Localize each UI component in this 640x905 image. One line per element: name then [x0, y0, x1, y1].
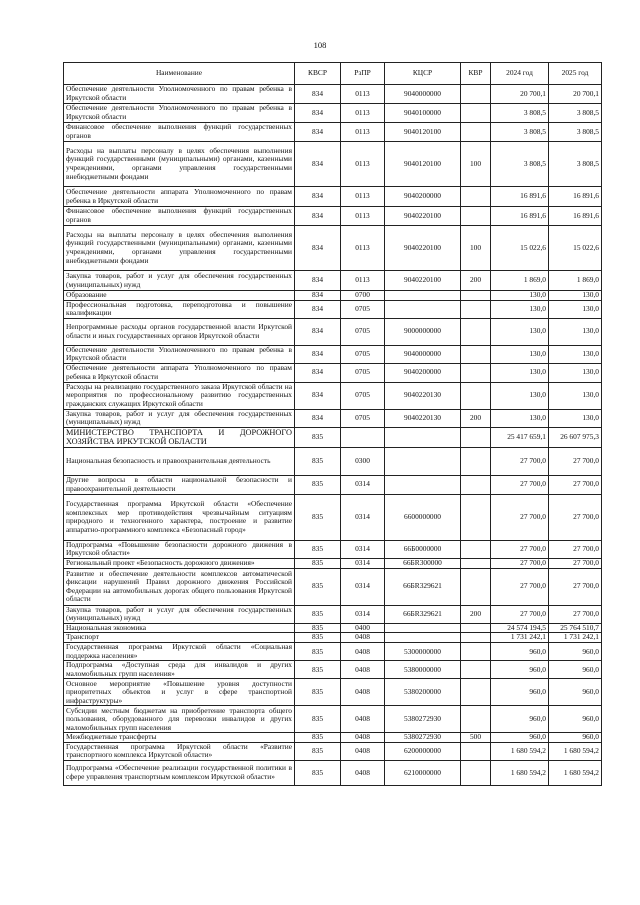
cell-y2025: 130,0 — [549, 300, 602, 318]
cell-kcsr: 9040200000 — [385, 363, 461, 382]
cell-kcsr — [385, 300, 461, 318]
cell-kcsr: 9040000000 — [385, 345, 461, 363]
cell-y2024: 27 700,0 — [491, 558, 549, 568]
table-row — [64, 187, 602, 207]
cell-name: Региональный проект «Безопасность дорожного движения» — [64, 558, 295, 568]
cell-kvsr: 835 — [295, 623, 341, 633]
cell-rzpr: 0408 — [341, 733, 385, 743]
table-row — [64, 345, 602, 363]
cell-y2025: 960,0 — [549, 661, 602, 679]
cell-y2024: 25 417 659,1 — [491, 427, 549, 447]
cell-kvsr: 835 — [295, 605, 341, 623]
cell-name: Закупка товаров, работ и услуг для обеспечения государственных (муниципальных) нужд — [64, 605, 295, 623]
cell-kcsr: 5380000000 — [385, 661, 461, 679]
cell-rzpr: 0705 — [341, 318, 385, 345]
cell-kvr — [461, 207, 491, 226]
cell-kvsr: 835 — [295, 558, 341, 568]
cell-y2025: 27 700,0 — [549, 494, 602, 540]
cell-kvsr: 834 — [295, 187, 341, 207]
cell-rzpr: 0314 — [341, 475, 385, 494]
cell-kvsr: 834 — [295, 207, 341, 226]
cell-rzpr: 0113 — [341, 142, 385, 187]
cell-kvsr: 835 — [295, 447, 341, 475]
table-row — [64, 226, 602, 271]
cell-kcsr: 9040120100 — [385, 142, 461, 187]
cell-kvr — [461, 540, 491, 558]
cell-kvr: 200 — [461, 605, 491, 623]
column-header-kcsr: КЦСР — [385, 63, 461, 85]
cell-kvr — [461, 742, 491, 760]
cell-kvsr: 834 — [295, 382, 341, 409]
cell-kvsr: 835 — [295, 733, 341, 743]
cell-rzpr: 0314 — [341, 568, 385, 605]
cell-name: МИНИСТЕРСТВО ТРАНСПОРТА И ДОРОЖНОГО ХОЗЯЙСТВА ИРКУТСКОЙ ОБЛАСТИ — [64, 427, 295, 447]
cell-name: Расходы на реализацию государственного заказа Иркутской области на мероприятия по профессиональному развитию государственных гражданских служащих Иркутской области — [64, 382, 295, 409]
cell-kvsr: 835 — [295, 679, 341, 706]
cell-y2025: 3 808,5 — [549, 142, 602, 187]
cell-y2025: 27 700,0 — [549, 475, 602, 494]
table-row — [64, 633, 602, 643]
page-number: 108 — [313, 40, 327, 50]
cell-rzpr: 0408 — [341, 661, 385, 679]
cell-kvr — [461, 187, 491, 207]
cell-y2024: 130,0 — [491, 300, 549, 318]
cell-rzpr: 0300 — [341, 447, 385, 475]
cell-y2025: 130,0 — [549, 291, 602, 301]
cell-name: Обеспечение деятельности аппарата Уполномоченного по правам ребенка в Иркутской области — [64, 363, 295, 382]
cell-kvr — [461, 760, 491, 785]
cell-kvsr: 835 — [295, 475, 341, 494]
cell-kvsr: 834 — [295, 123, 341, 142]
cell-y2024: 27 700,0 — [491, 475, 549, 494]
table-row — [64, 207, 602, 226]
cell-kcsr — [385, 633, 461, 643]
cell-kvsr: 834 — [295, 85, 341, 104]
cell-kvr — [461, 643, 491, 661]
cell-kvr — [461, 123, 491, 142]
table-row — [64, 679, 602, 706]
cell-kcsr: 9040120100 — [385, 123, 461, 142]
table-row — [64, 494, 602, 540]
cell-kvsr: 835 — [295, 706, 341, 733]
cell-y2025: 27 700,0 — [549, 568, 602, 605]
cell-kvr — [461, 345, 491, 363]
cell-y2024: 27 700,0 — [491, 540, 549, 558]
table-row — [64, 760, 602, 785]
table-row — [64, 605, 602, 623]
table-row — [64, 623, 602, 633]
cell-y2024: 27 700,0 — [491, 605, 549, 623]
cell-kvsr: 835 — [295, 540, 341, 558]
cell-kvr: 200 — [461, 271, 491, 291]
table-row — [64, 363, 602, 382]
cell-kcsr: 5300000000 — [385, 643, 461, 661]
cell-rzpr: 0705 — [341, 363, 385, 382]
cell-kvr — [461, 494, 491, 540]
cell-y2024: 16 891,6 — [491, 187, 549, 207]
cell-kvsr: 835 — [295, 568, 341, 605]
cell-kvr — [461, 633, 491, 643]
cell-rzpr: 0408 — [341, 679, 385, 706]
cell-kcsr: 9040100000 — [385, 104, 461, 123]
cell-rzpr: 0705 — [341, 409, 385, 427]
cell-y2025: 960,0 — [549, 706, 602, 733]
cell-kcsr: 9040220100 — [385, 207, 461, 226]
cell-name: Межбюджетные трансферты — [64, 733, 295, 743]
cell-y2024: 3 808,5 — [491, 123, 549, 142]
cell-kvr — [461, 291, 491, 301]
cell-name: Обеспечение деятельности Уполномоченного по правам ребенка в Иркутской области — [64, 85, 295, 104]
cell-kcsr: 9040200000 — [385, 187, 461, 207]
table-row — [64, 643, 602, 661]
cell-kvsr: 834 — [295, 409, 341, 427]
cell-kcsr: 66БR329621 — [385, 568, 461, 605]
table-row — [64, 85, 602, 104]
cell-y2025: 1 680 594,2 — [549, 760, 602, 785]
cell-kcsr: 66Б0000000 — [385, 540, 461, 558]
cell-name: Национальная экономика — [64, 623, 295, 633]
cell-rzpr: 0705 — [341, 345, 385, 363]
table-header-row — [64, 63, 602, 85]
cell-kcsr: 6210000000 — [385, 760, 461, 785]
table-row — [64, 475, 602, 494]
cell-kvr — [461, 475, 491, 494]
cell-name: Транспорт — [64, 633, 295, 643]
cell-rzpr: 0113 — [341, 207, 385, 226]
cell-kcsr — [385, 291, 461, 301]
cell-rzpr: 0700 — [341, 291, 385, 301]
cell-y2025: 20 700,1 — [549, 85, 602, 104]
cell-rzpr: 0400 — [341, 623, 385, 633]
cell-name: Расходы на выплаты персоналу в целях обеспечения выполнения функций государственными (муниципальными) органами, казенными учреждениями, органами управления государственными внебюджетными фондами — [64, 142, 295, 187]
column-header-name: Наименование — [64, 63, 295, 85]
cell-y2025: 130,0 — [549, 363, 602, 382]
cell-name: Государственная программа Иркутской области «Социальная поддержка населения» — [64, 643, 295, 661]
column-header-kvr: КВР — [461, 63, 491, 85]
cell-name: Финансовое обеспечение выполнения функций государственных органов — [64, 123, 295, 142]
cell-y2025: 130,0 — [549, 318, 602, 345]
cell-kvsr: 834 — [295, 142, 341, 187]
cell-y2024: 27 700,0 — [491, 447, 549, 475]
cell-rzpr: 0113 — [341, 85, 385, 104]
cell-name: Государственная программа Иркутской области «Развитие транспортного комплекса Иркутской области» — [64, 742, 295, 760]
cell-kvr — [461, 104, 491, 123]
cell-kvr — [461, 447, 491, 475]
cell-kvr — [461, 300, 491, 318]
cell-kvsr: 835 — [295, 661, 341, 679]
cell-y2025: 16 891,6 — [549, 207, 602, 226]
cell-y2024: 960,0 — [491, 679, 549, 706]
table-row — [64, 661, 602, 679]
cell-y2025: 1 731 242,1 — [549, 633, 602, 643]
cell-rzpr: 0408 — [341, 643, 385, 661]
column-header-kvsr: КВСР — [295, 63, 341, 85]
cell-kvsr: 834 — [295, 271, 341, 291]
cell-kcsr — [385, 475, 461, 494]
cell-name: Подпрограмма «Повышение безопасности дорожного движения в Иркутской области» — [64, 540, 295, 558]
cell-kvr: 100 — [461, 226, 491, 271]
cell-y2024: 130,0 — [491, 318, 549, 345]
cell-name: Расходы на выплаты персоналу в целях обеспечения выполнения функций государственными (муниципальными) органами, казенными учреждениями, органами управления государственными внебюджетными фондами — [64, 226, 295, 271]
cell-y2024: 24 574 194,5 — [491, 623, 549, 633]
cell-y2024: 130,0 — [491, 345, 549, 363]
cell-kvr — [461, 661, 491, 679]
table-row — [64, 142, 602, 187]
cell-name: Другие вопросы в области национальной безопасности и правоохранительной деятельности — [64, 475, 295, 494]
cell-kvr — [461, 623, 491, 633]
cell-kcsr: 5380272930 — [385, 733, 461, 743]
table-row — [64, 409, 602, 427]
cell-kcsr: 5380272930 — [385, 706, 461, 733]
cell-y2025: 1 869,0 — [549, 271, 602, 291]
cell-y2024: 1 680 594,2 — [491, 742, 549, 760]
cell-y2025: 130,0 — [549, 382, 602, 409]
cell-name: Национальная безопасность и правоохранительная деятельность — [64, 447, 295, 475]
cell-rzpr: 0408 — [341, 633, 385, 643]
cell-rzpr: 0314 — [341, 494, 385, 540]
table-row — [64, 568, 602, 605]
cell-kvsr: 834 — [295, 318, 341, 345]
cell-name: Финансовое обеспечение выполнения функций государственных органов — [64, 207, 295, 226]
table-row — [64, 271, 602, 291]
cell-y2024: 960,0 — [491, 643, 549, 661]
cell-kvsr: 834 — [295, 363, 341, 382]
cell-y2024: 16 891,6 — [491, 207, 549, 226]
cell-kvsr: 835 — [295, 494, 341, 540]
cell-y2025: 27 700,0 — [549, 447, 602, 475]
cell-kvsr: 835 — [295, 427, 341, 447]
table-row — [64, 427, 602, 447]
cell-name: Подпрограмма «Обеспечение реализации государственной политики в сфере управления транспортным комплексом Иркутской области» — [64, 760, 295, 785]
table-row — [64, 733, 602, 743]
cell-y2024: 15 022,6 — [491, 226, 549, 271]
cell-y2024: 130,0 — [491, 363, 549, 382]
cell-kvsr: 835 — [295, 742, 341, 760]
cell-kcsr: 66БR329621 — [385, 605, 461, 623]
cell-name: Основное мероприятие «Повышение уровня доступности приоритетных объектов и услуг в сфере транспортной инфраструктуры» — [64, 679, 295, 706]
cell-kvsr: 834 — [295, 345, 341, 363]
cell-rzpr: 0314 — [341, 540, 385, 558]
table-row — [64, 104, 602, 123]
cell-rzpr: 0113 — [341, 226, 385, 271]
table-row — [64, 300, 602, 318]
cell-y2025: 130,0 — [549, 409, 602, 427]
cell-kvr: 200 — [461, 409, 491, 427]
cell-y2024: 960,0 — [491, 733, 549, 743]
cell-kvr — [461, 382, 491, 409]
cell-rzpr: 0408 — [341, 760, 385, 785]
cell-kvsr: 835 — [295, 760, 341, 785]
cell-y2024: 960,0 — [491, 661, 549, 679]
cell-kcsr: 9040000000 — [385, 85, 461, 104]
cell-kvr — [461, 568, 491, 605]
cell-kcsr: 9040220130 — [385, 409, 461, 427]
cell-name: Обеспечение деятельности Уполномоченного по правам ребенка в Иркутской области — [64, 104, 295, 123]
budget-table — [63, 62, 602, 786]
cell-y2025: 960,0 — [549, 643, 602, 661]
cell-kcsr: 5380200000 — [385, 679, 461, 706]
cell-kcsr — [385, 447, 461, 475]
table-row — [64, 123, 602, 142]
cell-y2024: 20 700,1 — [491, 85, 549, 104]
cell-y2024: 3 808,5 — [491, 104, 549, 123]
cell-kvsr: 834 — [295, 104, 341, 123]
cell-rzpr: 0113 — [341, 104, 385, 123]
cell-y2025: 15 022,6 — [549, 226, 602, 271]
cell-y2025: 27 700,0 — [549, 558, 602, 568]
cell-name: Подпрограмма «Доступная среда для инвалидов и других маломобильных групп населения» — [64, 661, 295, 679]
cell-kcsr: 9000000000 — [385, 318, 461, 345]
cell-rzpr — [341, 427, 385, 447]
cell-kcsr: 9040220130 — [385, 382, 461, 409]
cell-y2025: 16 891,6 — [549, 187, 602, 207]
cell-rzpr: 0314 — [341, 605, 385, 623]
cell-kvr — [461, 85, 491, 104]
table-row — [64, 318, 602, 345]
cell-kvr — [461, 558, 491, 568]
cell-rzpr: 0113 — [341, 123, 385, 142]
table-row — [64, 706, 602, 733]
cell-kcsr: 9040220100 — [385, 226, 461, 271]
cell-name: Закупка товаров, работ и услуг для обеспечения государственных (муниципальных) нужд — [64, 271, 295, 291]
cell-kvr — [461, 706, 491, 733]
cell-kvsr: 834 — [295, 291, 341, 301]
cell-kvr — [461, 427, 491, 447]
cell-y2025: 25 764 510,7 — [549, 623, 602, 633]
cell-y2025: 960,0 — [549, 733, 602, 743]
cell-kcsr: 6200000000 — [385, 742, 461, 760]
cell-name: Государственная программа Иркутской области «Обеспечение комплексных мер противодействия чрезвычайным ситуациям природного и техногенного характера, построение и развитие аппаратно-программного комплекса «Безопасный город» — [64, 494, 295, 540]
cell-rzpr: 0314 — [341, 558, 385, 568]
table-row — [64, 291, 602, 301]
cell-name: Непрограммные расходы органов государственной власти Иркутской области и иных государственных органов Иркутской области — [64, 318, 295, 345]
cell-name: Субсидии местным бюджетам на приобретение транспорта общего пользования, оборудованного для перевозки инвалидов и других маломобильных групп населения — [64, 706, 295, 733]
cell-kvr: 500 — [461, 733, 491, 743]
table-row — [64, 558, 602, 568]
table-row — [64, 382, 602, 409]
cell-y2025: 1 680 594,2 — [549, 742, 602, 760]
cell-rzpr: 0705 — [341, 382, 385, 409]
cell-kvr: 100 — [461, 142, 491, 187]
cell-y2024: 3 808,5 — [491, 142, 549, 187]
cell-rzpr: 0408 — [341, 742, 385, 760]
cell-kcsr: 66БR300000 — [385, 558, 461, 568]
cell-kvsr: 834 — [295, 300, 341, 318]
cell-kvsr: 834 — [295, 226, 341, 271]
cell-y2025: 27 700,0 — [549, 540, 602, 558]
cell-kvsr: 835 — [295, 633, 341, 643]
cell-y2024: 130,0 — [491, 291, 549, 301]
cell-rzpr: 0113 — [341, 187, 385, 207]
cell-y2024: 1 869,0 — [491, 271, 549, 291]
column-header-2025: 2025 год — [549, 63, 602, 85]
cell-kcsr — [385, 427, 461, 447]
cell-kvr — [461, 318, 491, 345]
cell-name: Закупка товаров, работ и услуг для обеспечения государственных (муниципальных) нужд — [64, 409, 295, 427]
cell-y2025: 26 607 975,3 — [549, 427, 602, 447]
cell-y2024: 130,0 — [491, 382, 549, 409]
cell-y2024: 1 680 594,2 — [491, 760, 549, 785]
table-row — [64, 540, 602, 558]
cell-kcsr: 6600000000 — [385, 494, 461, 540]
cell-kcsr: 9040220100 — [385, 271, 461, 291]
cell-kvr — [461, 679, 491, 706]
cell-name: Обеспечение деятельности аппарата Уполномоченного по правам ребенка в Иркутской области — [64, 187, 295, 207]
cell-y2025: 27 700,0 — [549, 605, 602, 623]
cell-y2024: 1 731 242,1 — [491, 633, 549, 643]
cell-y2024: 27 700,0 — [491, 568, 549, 605]
cell-y2025: 3 808,5 — [549, 123, 602, 142]
cell-name: Развитие и обеспечение деятельности комплексов автоматической фиксации нарушений Правил дорожного движения Российской Федерации на автомобильных дорогах общего пользования Иркутской области — [64, 568, 295, 605]
cell-kvr — [461, 363, 491, 382]
cell-kvsr: 835 — [295, 643, 341, 661]
cell-name: Образование — [64, 291, 295, 301]
cell-rzpr: 0705 — [341, 300, 385, 318]
cell-name: Профессиональная подготовка, переподготовка и повышение квалификации — [64, 300, 295, 318]
cell-y2025: 960,0 — [549, 679, 602, 706]
column-header-rzpr: РзПР — [341, 63, 385, 85]
cell-y2024: 960,0 — [491, 706, 549, 733]
cell-kcsr — [385, 623, 461, 633]
cell-name: Обеспечение деятельности Уполномоченного по правам ребенка в Иркутской области — [64, 345, 295, 363]
cell-rzpr: 0113 — [341, 271, 385, 291]
cell-y2024: 130,0 — [491, 409, 549, 427]
table-row — [64, 742, 602, 760]
cell-y2025: 130,0 — [549, 345, 602, 363]
cell-y2024: 27 700,0 — [491, 494, 549, 540]
column-header-2024: 2024 год — [491, 63, 549, 85]
cell-rzpr: 0408 — [341, 706, 385, 733]
cell-y2025: 3 808,5 — [549, 104, 602, 123]
table-row — [64, 447, 602, 475]
